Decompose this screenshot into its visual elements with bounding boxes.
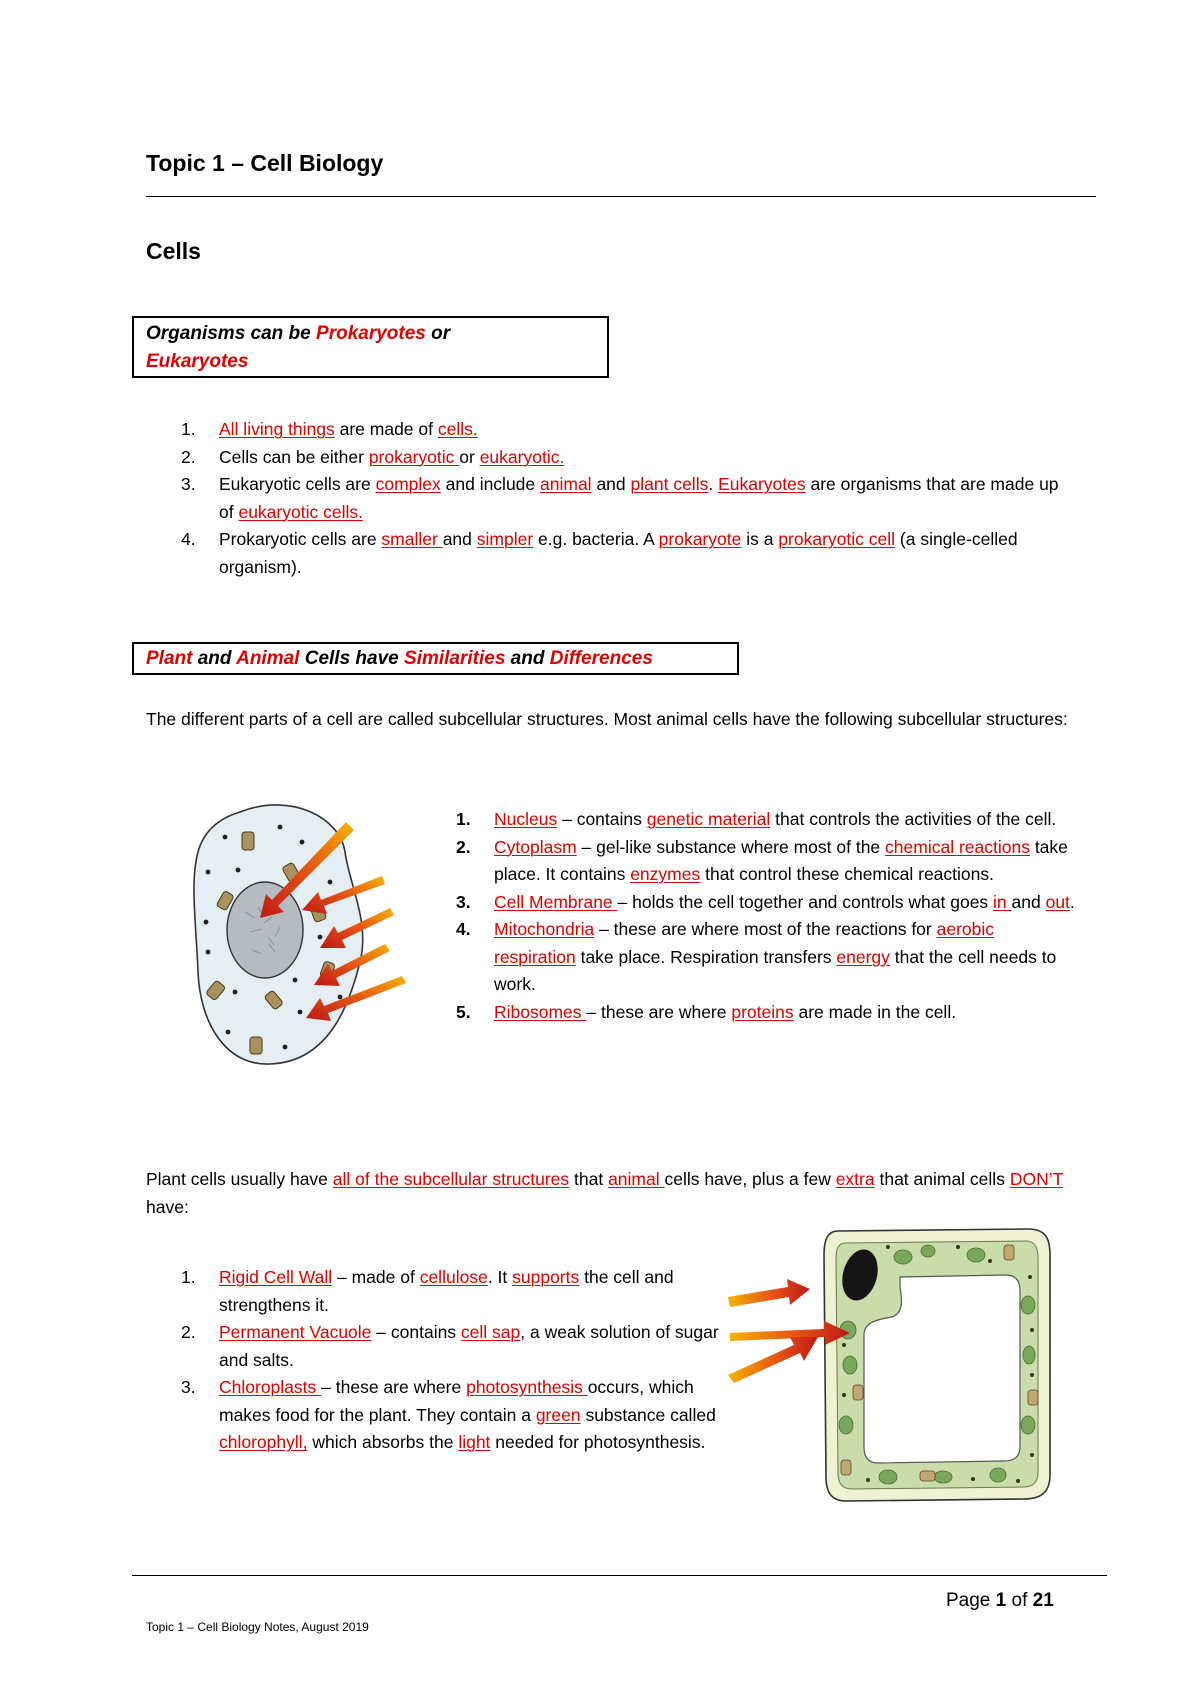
keyword: Mitochondria — [494, 919, 595, 939]
list-number: 2. — [456, 836, 471, 857]
pointer-arrow — [320, 908, 394, 948]
list-item — [181, 1264, 741, 1319]
text: take place. Respiration transfers — [575, 946, 837, 967]
text: have: — [146, 1196, 189, 1217]
pointer-arrow — [260, 822, 354, 918]
keyword: light — [458, 1432, 491, 1452]
text: Prokaryotic cells are — [219, 529, 382, 549]
keyword: Rigid Cell Wall — [219, 1267, 333, 1287]
keyword: genetic material — [646, 809, 771, 829]
list-number: 3. — [181, 1377, 196, 1397]
keyword: Plant — [146, 648, 193, 669]
text: that controls the activities of the cell. — [770, 809, 1057, 829]
keyword: Animal — [236, 648, 300, 669]
plant-structures-list — [181, 1264, 741, 1457]
animal-cell-pointer-arrows — [250, 818, 420, 1033]
keyword: prokaryotic — [368, 446, 460, 467]
text: . — [708, 474, 719, 494]
text: or — [459, 446, 480, 467]
subcellular-intro-paragraph: The different parts of a cell are called subcellular structures. Most animal cells have the following subcellular structures: — [146, 709, 1068, 729]
callout-box-plant-animal — [132, 642, 739, 675]
callout-text: and — [505, 648, 550, 669]
keyword: photosynthesis — [466, 1377, 588, 1397]
keyword: Prokaryotes — [316, 323, 426, 344]
list-number: 1. — [181, 419, 196, 439]
page-of-label: of — [1006, 1590, 1033, 1611]
plant-intro-paragraph — [146, 1166, 1076, 1221]
list-number: 1. — [181, 1267, 196, 1287]
keyword: out — [1045, 891, 1070, 912]
list-item — [456, 889, 1076, 917]
keyword: cell sap — [460, 1322, 521, 1342]
text: – made of — [332, 1267, 420, 1287]
pointer-arrow — [314, 944, 390, 986]
list-item — [181, 444, 1061, 472]
footer-text: Topic 1 – Cell Biology Notes, August 2019 — [146, 1620, 369, 1634]
page-label: Page — [946, 1590, 996, 1611]
text: – these are where — [586, 1001, 732, 1022]
callout-text: Cells have — [299, 648, 405, 669]
page-title: Topic 1 – Cell Biology — [146, 150, 384, 176]
keyword: chemical reactions — [885, 836, 1030, 857]
keyword: simpler — [476, 529, 534, 549]
keyword: Chloroplasts — [219, 1377, 322, 1397]
keyword: plant cells — [630, 474, 709, 494]
keyword: aerobic respiration — [494, 919, 995, 967]
list-item — [456, 916, 1076, 999]
list-item — [456, 806, 1076, 834]
text: that animal cells — [874, 1169, 1010, 1189]
text: – these are where most of the reactions for — [594, 919, 937, 939]
list-number: 3. — [181, 474, 196, 494]
keyword: animal — [608, 1169, 665, 1189]
keyword: supports — [512, 1267, 580, 1287]
text: – gel-like substance where most of the — [576, 836, 886, 857]
keyword: extra — [835, 1169, 875, 1189]
animal-structures-list — [456, 806, 1076, 1026]
list-number: 1. — [456, 809, 471, 829]
text: that control these chemical reactions. — [700, 864, 994, 884]
keyword: DON’T — [1009, 1169, 1063, 1189]
keyword: chlorophyll, — [219, 1432, 308, 1452]
list-item — [181, 416, 1061, 444]
text: needed for photosynthesis. — [490, 1432, 706, 1452]
keyword: prokaryote — [658, 529, 742, 549]
keyword: eukaryotic cells. — [238, 501, 363, 522]
callout-box-organisms — [132, 316, 609, 378]
keyword: Cell Membrane — [494, 891, 618, 912]
text: the cell and strengthens it. — [219, 1267, 674, 1315]
keyword: complex — [375, 474, 441, 494]
keyword: Permanent Vacuole — [219, 1322, 372, 1342]
keyword: Similarities — [404, 648, 506, 669]
text: take place. It contains — [494, 836, 1068, 884]
text: – holds the cell together and controls what goes — [617, 891, 994, 912]
keyword: smaller — [381, 529, 443, 549]
keyword: cells. — [437, 419, 478, 439]
keyword: prokaryotic cell — [778, 529, 896, 549]
text: are organisms that are made up of — [219, 474, 1059, 522]
list-number: 2. — [181, 1322, 196, 1342]
eukaryote-prokaryote-list — [181, 416, 1061, 581]
list-item — [456, 834, 1076, 889]
text: . It — [487, 1267, 513, 1287]
callout-text: and — [192, 648, 237, 669]
text: Cells can be either — [219, 446, 369, 467]
text: , a weak solution of sugar and salts. — [219, 1322, 719, 1370]
text: and — [591, 474, 631, 494]
title-divider — [146, 196, 1096, 197]
text: – contains — [557, 809, 647, 829]
list-item — [181, 471, 1061, 526]
page-current: 1 — [995, 1590, 1007, 1611]
text: and — [1011, 891, 1046, 912]
text: e.g. bacteria. A — [533, 529, 659, 549]
section-heading-cells: Cells — [146, 238, 201, 264]
list-number: 5. — [456, 1001, 471, 1022]
text: are made in the cell. — [793, 1001, 957, 1022]
list-number: 4. — [181, 529, 196, 549]
keyword: Eukaryotes — [146, 351, 249, 372]
keyword: cellulose — [419, 1267, 488, 1287]
pointer-arrow — [728, 1337, 818, 1383]
list-item — [181, 1374, 741, 1457]
callout-text: Organisms can be — [146, 323, 317, 344]
text: and include — [440, 474, 541, 494]
keyword: enzymes — [630, 864, 701, 884]
keyword: in — [993, 891, 1012, 912]
text: Eukaryotic cells are — [219, 474, 376, 494]
text: and — [442, 529, 477, 549]
keyword: animal — [540, 474, 592, 494]
text: – contains — [371, 1322, 461, 1342]
callout-text: or — [425, 323, 451, 344]
text: that — [569, 1169, 609, 1189]
keyword: green — [535, 1404, 581, 1425]
keyword: All living things — [219, 419, 335, 439]
text: cells have, plus a few — [664, 1169, 836, 1189]
keyword: energy — [836, 946, 890, 967]
text: are made of — [334, 419, 438, 439]
text: substance called — [580, 1404, 716, 1425]
keyword: Eukaryotes — [718, 474, 806, 494]
list-number: 2. — [181, 446, 196, 467]
text: Plant cells usually have — [146, 1169, 333, 1189]
list-item — [181, 526, 1061, 581]
text: which absorbs the — [307, 1432, 459, 1452]
pointer-arrow — [728, 1279, 810, 1307]
keyword: all of the subcellular structures — [332, 1169, 570, 1189]
text: is a — [741, 529, 779, 549]
keyword: Nucleus — [494, 809, 558, 829]
keyword: Differences — [549, 648, 653, 669]
text: occurs, which makes food for the plant. They contain a — [219, 1377, 694, 1425]
list-item — [456, 999, 1076, 1027]
list-number: 4. — [456, 919, 471, 939]
list-number: 3. — [456, 891, 471, 912]
keyword: Ribosomes — [494, 1001, 587, 1022]
pointer-arrow — [302, 876, 385, 914]
text: – these are where — [321, 1377, 467, 1397]
list-item — [181, 1319, 741, 1374]
text: that the cell needs to work. — [494, 946, 1057, 994]
keyword: proteins — [731, 1001, 794, 1022]
page-total: 21 — [1032, 1590, 1054, 1611]
text: . — [1069, 891, 1075, 912]
plant-cell-diagram — [728, 1225, 1068, 1505]
page-number — [946, 1590, 1054, 1612]
text: (a single-celled organism). — [219, 529, 1018, 577]
footer-divider — [132, 1575, 1107, 1576]
keyword: Cytoplasm — [494, 836, 577, 857]
keyword: eukaryotic. — [479, 446, 565, 467]
